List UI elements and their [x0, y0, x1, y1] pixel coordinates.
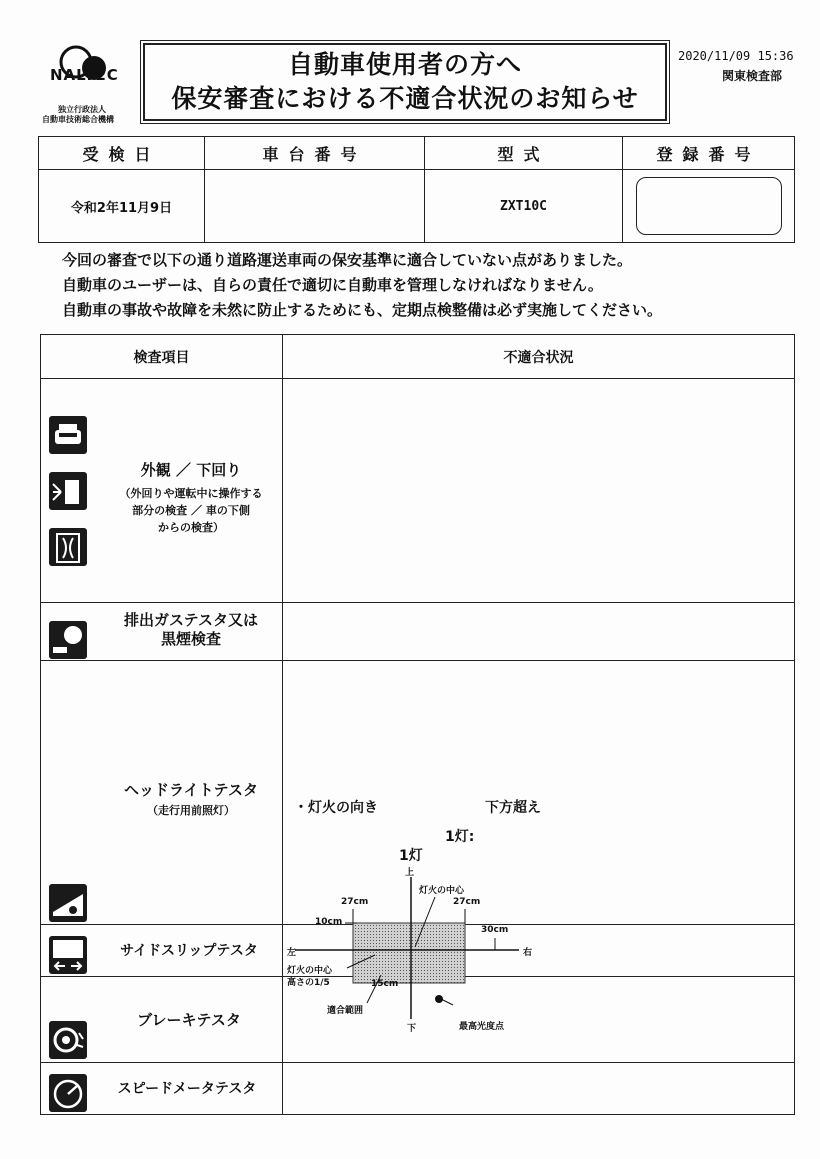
lamp1-label: 1灯:: [445, 828, 475, 845]
axis-down-label: 下: [407, 1023, 417, 1034]
dim-10: 10cm: [315, 916, 343, 927]
exterior-icons: [49, 416, 87, 566]
exhaust-icon: [49, 621, 87, 659]
dim-27-left: 27cm: [341, 896, 369, 907]
headlight-sublabel: （走行用前照灯）: [147, 804, 235, 817]
axis-up-label: 上: [405, 867, 415, 878]
notice: [62, 248, 662, 323]
speedometer-label: スピードメータテスタ: [117, 1081, 257, 1097]
exhaust-item-cell: [41, 603, 283, 661]
exhaust-status-cell: [283, 603, 795, 661]
vehicle-info-table: [38, 136, 795, 243]
notice-line3: 自動車の事故や故障を未然に防止するためにも、定期点検整備は必ず実施してください。: [62, 301, 663, 319]
col-inspection-item: 検査項目: [41, 335, 283, 379]
org-line1: 独立行政法人: [58, 105, 106, 114]
title-line2: 保安審査における不適合状況のお知らせ: [171, 84, 639, 113]
exterior-status-cell: [283, 379, 795, 603]
sideslip-icon: [49, 936, 87, 974]
speedometer-status-cell: [283, 1063, 795, 1115]
registration-cell: [623, 170, 795, 243]
notice-line1: 今回の審査で以下の通り道路運送車両の保安基準に適合していない点がありました。: [62, 251, 633, 269]
logo-name: NALTEC: [50, 66, 119, 84]
dim-27-right: 27cm: [453, 896, 481, 907]
exterior-sublabel: [105, 485, 277, 536]
peak-intensity-point: [435, 995, 443, 1003]
inspection-table: [40, 334, 795, 1115]
exterior-item-cell: [41, 379, 283, 603]
axis-right-label: 右: [523, 947, 533, 958]
dim-30: 30cm: [481, 924, 509, 935]
row-exterior: [41, 379, 795, 603]
car-underbody-icon: [49, 528, 87, 566]
car-light-icon: [49, 472, 87, 510]
speedometer-item-cell: [41, 1063, 283, 1115]
exhaust-label1: 排出ガステスタ又は: [123, 611, 259, 629]
exhaust-label2: 黒煙検査: [160, 630, 221, 648]
col-registration: 登録番号: [623, 137, 795, 170]
car-front-icon: [49, 416, 87, 454]
axis-left-label: 左: [287, 947, 297, 958]
range-area-lower: [353, 950, 465, 983]
model-value: ZXT10C: [425, 170, 623, 243]
org-line2: 自動車技術総合機構: [42, 115, 114, 124]
range-label: 適合範囲: [327, 1005, 364, 1016]
chassis-number-value: [205, 170, 425, 243]
sideslip-label: サイドスリップテスタ: [120, 943, 258, 959]
headlight-item-cell: [41, 661, 283, 925]
notice-line2: 自動車のユーザーは、自らの責任で適切に自動車を管理しなければなりません。: [62, 276, 603, 294]
row-exhaust: [41, 603, 795, 661]
finding-result: 下方超え: [485, 799, 541, 816]
exterior-sub2: 部分の検査 ／ 車の下側: [132, 504, 250, 517]
sideslip-item-cell: [41, 925, 283, 977]
headlight-label: ヘッドライトテスタ: [124, 781, 258, 799]
headlight-diagram: [283, 793, 795, 1057]
exterior-label: 外観 ／ 下回り: [140, 461, 242, 479]
col-model: 型式: [425, 137, 623, 170]
dim-15: 15cm: [371, 978, 399, 989]
peak-label: 最高光度点: [459, 1021, 505, 1032]
brake-item-cell: [41, 977, 283, 1063]
exhaust-label: [101, 611, 281, 649]
headlight-status-cell: [283, 661, 795, 1034]
lamp2-label: 1灯: [399, 847, 423, 864]
center-left-label1: 灯火の中心: [287, 965, 333, 976]
inspection-date-value: 令和2年11月9日: [39, 170, 205, 243]
exterior-sub3: からの検査）: [158, 521, 224, 534]
row-headlight: [41, 661, 795, 925]
range-area-upper: [353, 923, 465, 950]
center-left-label2: 高さの1/5: [287, 977, 330, 988]
finding-item: ・灯火の向き: [294, 799, 378, 816]
center-top-label: 灯火の中心: [419, 885, 465, 896]
row-speedometer: [41, 1063, 795, 1115]
department: 関東検査部: [722, 69, 783, 83]
title-line1: 自動車使用者の方へ: [287, 50, 522, 79]
brake-label: ブレーキテスタ: [137, 1011, 241, 1029]
headlight-icon: [49, 884, 87, 922]
exterior-sub1: （外回りや運転中に操作する: [119, 487, 263, 500]
speedometer-icon: [49, 1074, 87, 1112]
registration-box: [636, 177, 782, 235]
timestamp: 2020/11/09 15:36: [678, 49, 794, 63]
col-nonconformity: 不適合状況: [283, 335, 795, 379]
brake-icon: [49, 1021, 87, 1059]
col-chassis-number: 車台番号: [205, 137, 425, 170]
col-inspection-date: 受検日: [39, 137, 205, 170]
title-box: [143, 43, 667, 121]
